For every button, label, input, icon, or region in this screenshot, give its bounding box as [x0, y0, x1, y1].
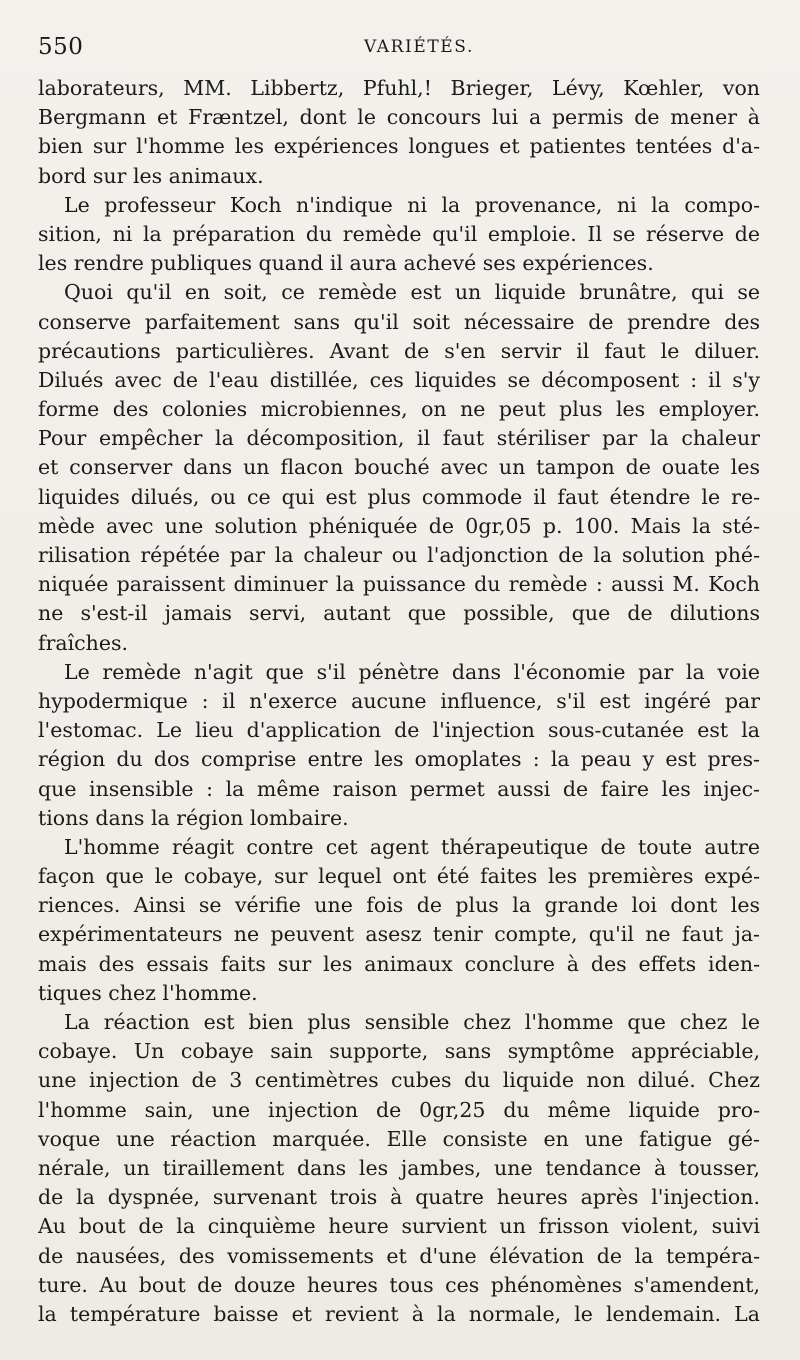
text-line: fraîches.: [38, 630, 129, 655]
text-line: forme des colonies microbiennes, on ne peut plus les employer.: [38, 397, 760, 422]
text-line: de la dyspnée, survenant trois à quatre heures après l'injection.: [38, 1185, 760, 1210]
paragraph: [38, 833, 760, 1008]
text-line: Dilués avec de l'eau distillée, ces liquides se décomposent : il s'y: [38, 367, 760, 392]
text-line: et conserver dans un flacon bouché avec un tampon de ouate les: [38, 455, 760, 480]
text-line: riences. Ainsi se vérifie une fois de plus la grande loi dont les: [38, 893, 760, 918]
text-line: Bergmann et Fræntzel, dont le concours lui a permis de mener à: [38, 105, 760, 130]
text-line: rilisation répétée par la chaleur ou l'adjonction de la solution phé-: [38, 543, 760, 567]
text-line: de nausées, des vomissements et d'une élévation de la tempéra-: [38, 1243, 760, 1268]
text-line: laborateurs, MM. Libbertz, Pfuhl,! Brieger, Lévy, Kœhler, von: [38, 76, 760, 100]
text-line: Quoi qu'il en soit, ce remède est un liquide brunâtre, qui se: [64, 280, 760, 305]
text-line: niquée paraissent diminuer la puissance du remède : aussi M. Koch: [38, 572, 760, 597]
text-line: L'homme réagit contre cet agent thérapeutique de toute autre: [64, 834, 760, 859]
page-header: [38, 34, 760, 64]
text-line: bord sur les animaux.: [38, 163, 264, 188]
text-line: Le remède n'agit que s'il pénètre dans l'économie par la voie: [64, 659, 760, 684]
paragraph: [38, 74, 760, 191]
text-line: La réaction est bien plus sensible chez l'homme que chez le: [64, 1010, 760, 1034]
text-line: la température baisse et revient à la normale, le lendemain. La: [38, 1301, 760, 1326]
text-line: Pour empêcher la décomposition, il faut stériliser par la chaleur: [38, 426, 760, 451]
text-line: tiques chez l'homme.: [38, 980, 258, 1005]
paragraph: [38, 191, 760, 279]
text-line: voque une réaction marquée. Elle consiste en une fatigue gé-: [38, 1126, 760, 1151]
text-line: hypodermique : il n'exerce aucune influence, s'il est ingéré par: [38, 688, 760, 713]
text-line: façon que le cobaye, sur lequel ont été faites les premières expé-: [38, 864, 760, 889]
text-line: l'homme sain, une injection de 0gr,25 du même liquide pro-: [38, 1097, 760, 1122]
text-line: mède avec une solution phéniquée de 0gr,05 p. 100. Mais la sté-: [38, 513, 760, 538]
text-line: bien sur l'homme les expériences longues et patientes tentées d'a-: [38, 134, 760, 159]
text-line: ne s'est-il jamais servi, autant que possible, que de dilutions: [38, 601, 760, 626]
text-line: ture. Au bout de douze heures tous ces phénomènes s'amendent,: [38, 1272, 760, 1297]
text-line: région du dos comprise entre les omoplates : la peau y est pres-: [38, 747, 760, 772]
text-line: tions dans la région lombaire.: [38, 805, 349, 830]
text-line: cobaye. Un cobaye sain supporte, sans symptôme appréciable,: [38, 1039, 760, 1064]
text-line: l'estomac. Le lieu d'application de l'injection sous-cutanée est la: [38, 718, 760, 743]
text-line: expérimentateurs ne peuvent asesz tenir compte, qu'il ne faut ja-: [38, 922, 760, 947]
text-line: liquides dilués, ou ce qui est plus commode il faut étendre le re-: [38, 484, 760, 509]
text-line: une injection de 3 centimètres cubes du liquide non dilué. Chez: [38, 1068, 760, 1093]
text-line: sition, ni la préparation du remède qu'il emploie. Il se réserve de: [38, 221, 760, 246]
text-line: Le professeur Koch n'indique ni la provenance, ni la compo-: [64, 192, 760, 217]
text-line: que insensible : la même raison permet aussi de faire les injec-: [38, 776, 760, 801]
text-line: nérale, un tiraillement dans les jambes, une tendance à tousser,: [38, 1155, 760, 1180]
paragraph: [38, 658, 760, 833]
paragraph: [38, 278, 760, 657]
running-head: VARIÉTÉS.: [364, 37, 474, 57]
text-line: conserve parfaitement sans qu'il soit nécessaire de prendre des: [38, 309, 760, 334]
text-line: précautions particulières. Avant de s'en servir il faut le diluer.: [38, 338, 760, 363]
text-line: les rendre publiques quand il aura achevé ses expériences.: [38, 251, 654, 276]
body-text: [38, 74, 760, 1329]
text-line: Au bout de la cinquième heure survient un frisson violent, suivi: [38, 1214, 760, 1239]
paragraph: [38, 1008, 760, 1329]
text-line: mais des essais faits sur les animaux conclure à des effets iden-: [38, 951, 760, 976]
page-number: 550: [38, 34, 84, 60]
